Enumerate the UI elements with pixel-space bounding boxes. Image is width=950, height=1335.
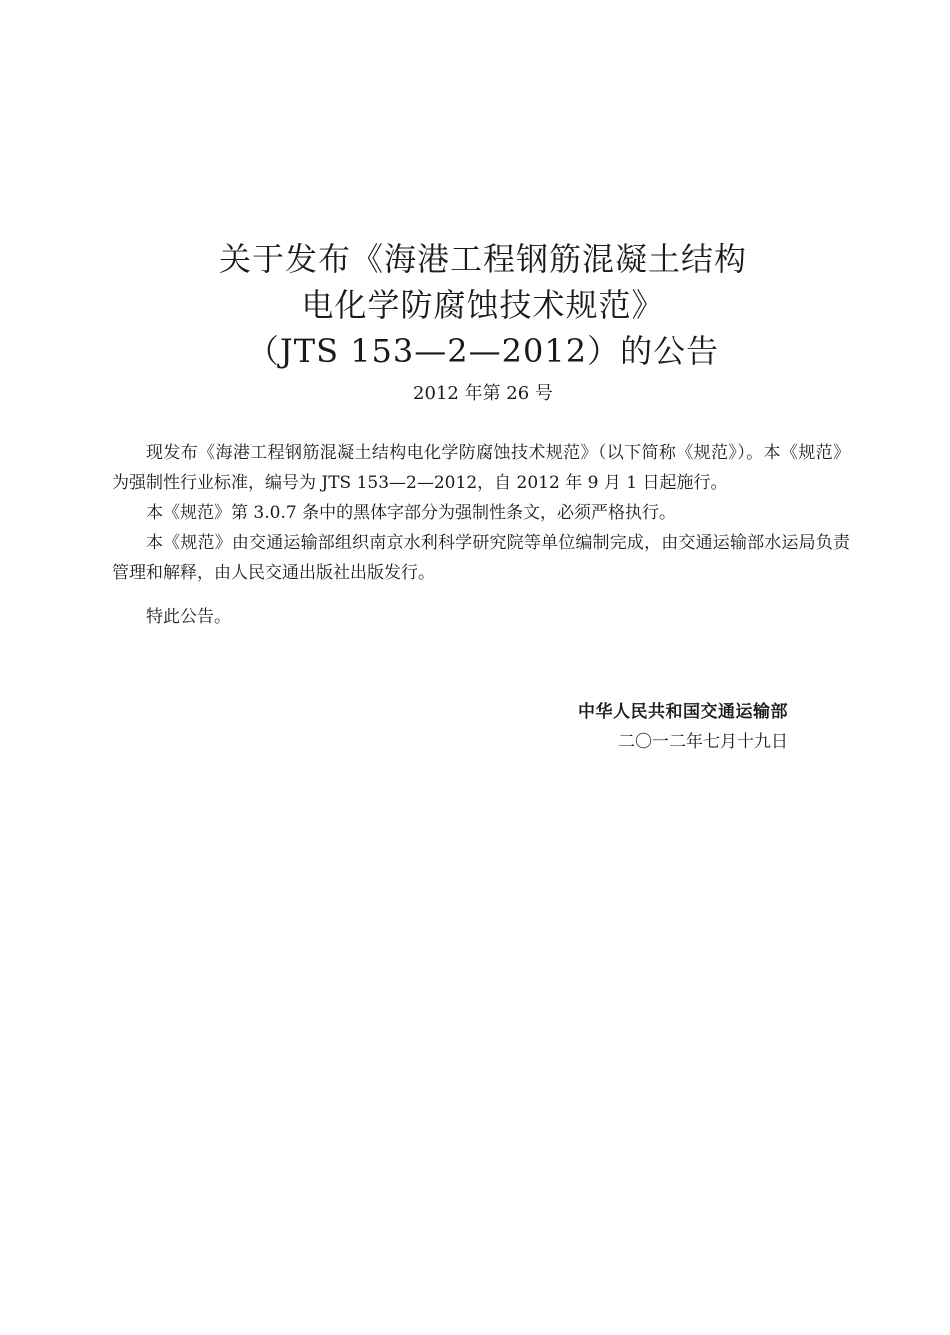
body-paragraph-release: 现发布《海港工程钢筋混凝土结构电化学防腐蚀技术规范》（以下简称《规范》）。本《规范》为强制性行业标准，编号为 JTS 153—2—2012，自 2012 年 9 月 1 日起施行。 xyxy=(112,443,850,493)
announcement-title xyxy=(0,236,950,374)
title-line-3: （JTS 153—2—2012）的公告 xyxy=(246,332,720,370)
body-paragraph-management: 本《规范》由交通运输部组织南京水利科学研究院等单位编制完成，由交通运输部水运局负责管理和解释，由人民交通出版社出版发行。 xyxy=(112,533,850,583)
signature-block xyxy=(578,697,788,757)
body-paragraph-mandatory: 本《规范》第 3.0.7 条中的黑体字部分为强制性条文，必须严格执行。 xyxy=(146,503,677,523)
title-line-1: 关于发布《海港工程钢筋混凝土结构 xyxy=(218,240,747,278)
closing-statement: 特此公告。 xyxy=(146,607,231,627)
issuing-authority: 中华人民共和国交通运输部 xyxy=(578,702,788,722)
title-line-2: 电化学防腐蚀技术规范》 xyxy=(301,286,665,324)
issue-date: 二〇一二年七月十九日 xyxy=(618,732,788,752)
announcement-body xyxy=(112,438,850,632)
document-number: 2012 年第 26 号 xyxy=(413,383,553,404)
